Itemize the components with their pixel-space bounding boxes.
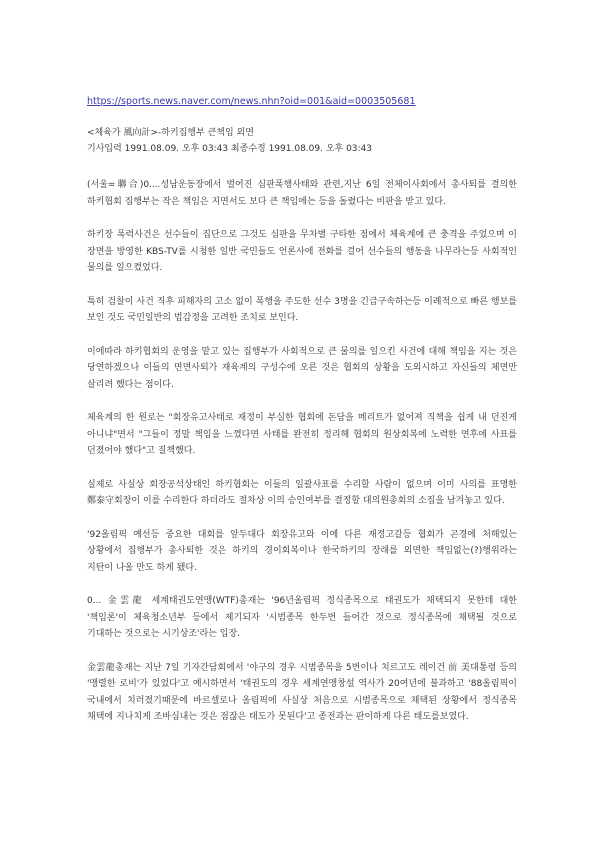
article-paragraph: 이에따라 하키협회의 운영을 맡고 있는 집행부가 사회적으로 큰 물의를 일으킨 사건에 대해 책임을 지는 것은 당연하겠으나 이들의 면면사퇴가 재육계의 구성수에 오른 것은 협회의 상황을 도외시하고 자신들의 체면만 살리려 했다는 점이다.: [87, 346, 517, 390]
article-paragraph: 하키장 폭력사건은 선수들이 집단으로 그것도 심판을 무차별 구타한 점에서 체육계에 큰 충격을 주었으며 이 장면을 방영한 KBS-TV를 시청한 일반 국민들도 언론사에 전화를 걸어 선수들의 행동을 나무라는등 사회적인 물의를 일으켰었다.: [87, 230, 517, 273]
article-paragraph: (서울=聯合)0....성남운동장에서 벌어진 심판폭행사태와 관련,지난 6일 전체이사회에서 총사퇴를 결의한 하키협회 집행부는 작은 책임은 지면서도 보다 큰 책임에는 등을 돌렸다는 비판을 받고 있다.: [87, 180, 517, 207]
article-header: [87, 125, 517, 157]
article-paragraph: 체육계의 한 원로는 "회장유고사태로 재정이 부실한 협회에 돈담을 메리트가 없어져 직책을 쉽게 내 던진게 아니냐"면서 "그들이 정말 책임을 느꼈다면 사태를 완전히 정리해 협회의 원상회복에 노력한 연후에 사표를 던졌어야 했다"고 질책했다.: [87, 413, 517, 456]
article-paragraph: '92올림픽 예선등 중요한 대회를 앞두대다 회장유고와 이에 다른 재정고갈등 협회가 곤경에 처해있는 상황에서 집행부가 총사퇴한 것은 하키의 경이회복이나 한국하키의 장래를 외면한 책임없는(?)행위라는 지탄이 나올 만도 하게 됐다.: [87, 529, 517, 573]
article-paragraph: 실제로 사실상 회장공석상태인 하키협회는 이들의 일괄사표를 수리할 사람이 없으며 이미 사의를 표명한 鄭泰守회장이 이를 수리한다 하더라도 절차상 이의 승인여부를 결정할 대의원총회의 소집을 남겨놓고 있다.: [87, 479, 517, 506]
article-page: [87, 96, 517, 743]
article-published-info: 기사입력 1991.08.09. 오후 03:43 최종수정 1991.08.09. 오후 03:43: [87, 144, 373, 154]
article-url-link[interactable]: https://sports.news.naver.com/news.nhn?oid=001&aid=0003505681: [87, 96, 416, 107]
article-paragraph: 金雲龍총재는 지난 7일 기자간담회에서 '야구의 경우 시범종목을 5번이나 치르고도 레이건 前 美대통령 등의 '맹렬한 로비'가 있었다'고 예시하면서 '태권도의 경우 세계연맹창설 역사가 20여년에 불과하고 '88올림픽이 국내에서 치러졌기때문에 바르셀로나 올림픽에 사실상 처음으로 시범종목으로 채택된 상황에서 정식종목 채택에 지나치게 조바심내는 것은 점잖은 태도가 못된다'고 종전과는 판이하게 다른 태도를보였다.: [87, 662, 517, 722]
article-paragraph: 0... 金雲龍 세계태권도연맹(WTF)총재는 '96년올림픽 정식종목으로 태권도가 채택되지 못한데 대한 '책임론'이 체육청소년부 등에서 제기되자 '시범종목 한두번 들어간 것으로 정식종목에 채택될 것으로 기대하는 것으로는 시기상조'라는 입장.: [87, 596, 517, 639]
article-paragraph: 특히 검찰이 사건 직후 피해자의 고소 없이 폭행을 주도한 선수 3명을 긴급구속하는등 이례적으로 빠른 행보를 보인 것도 국민일반의 법감정을 고려한 조치로 보인다.: [87, 296, 517, 323]
article-title: <체육가 風向計>-하키집행부 큰책임 외면: [87, 128, 254, 138]
